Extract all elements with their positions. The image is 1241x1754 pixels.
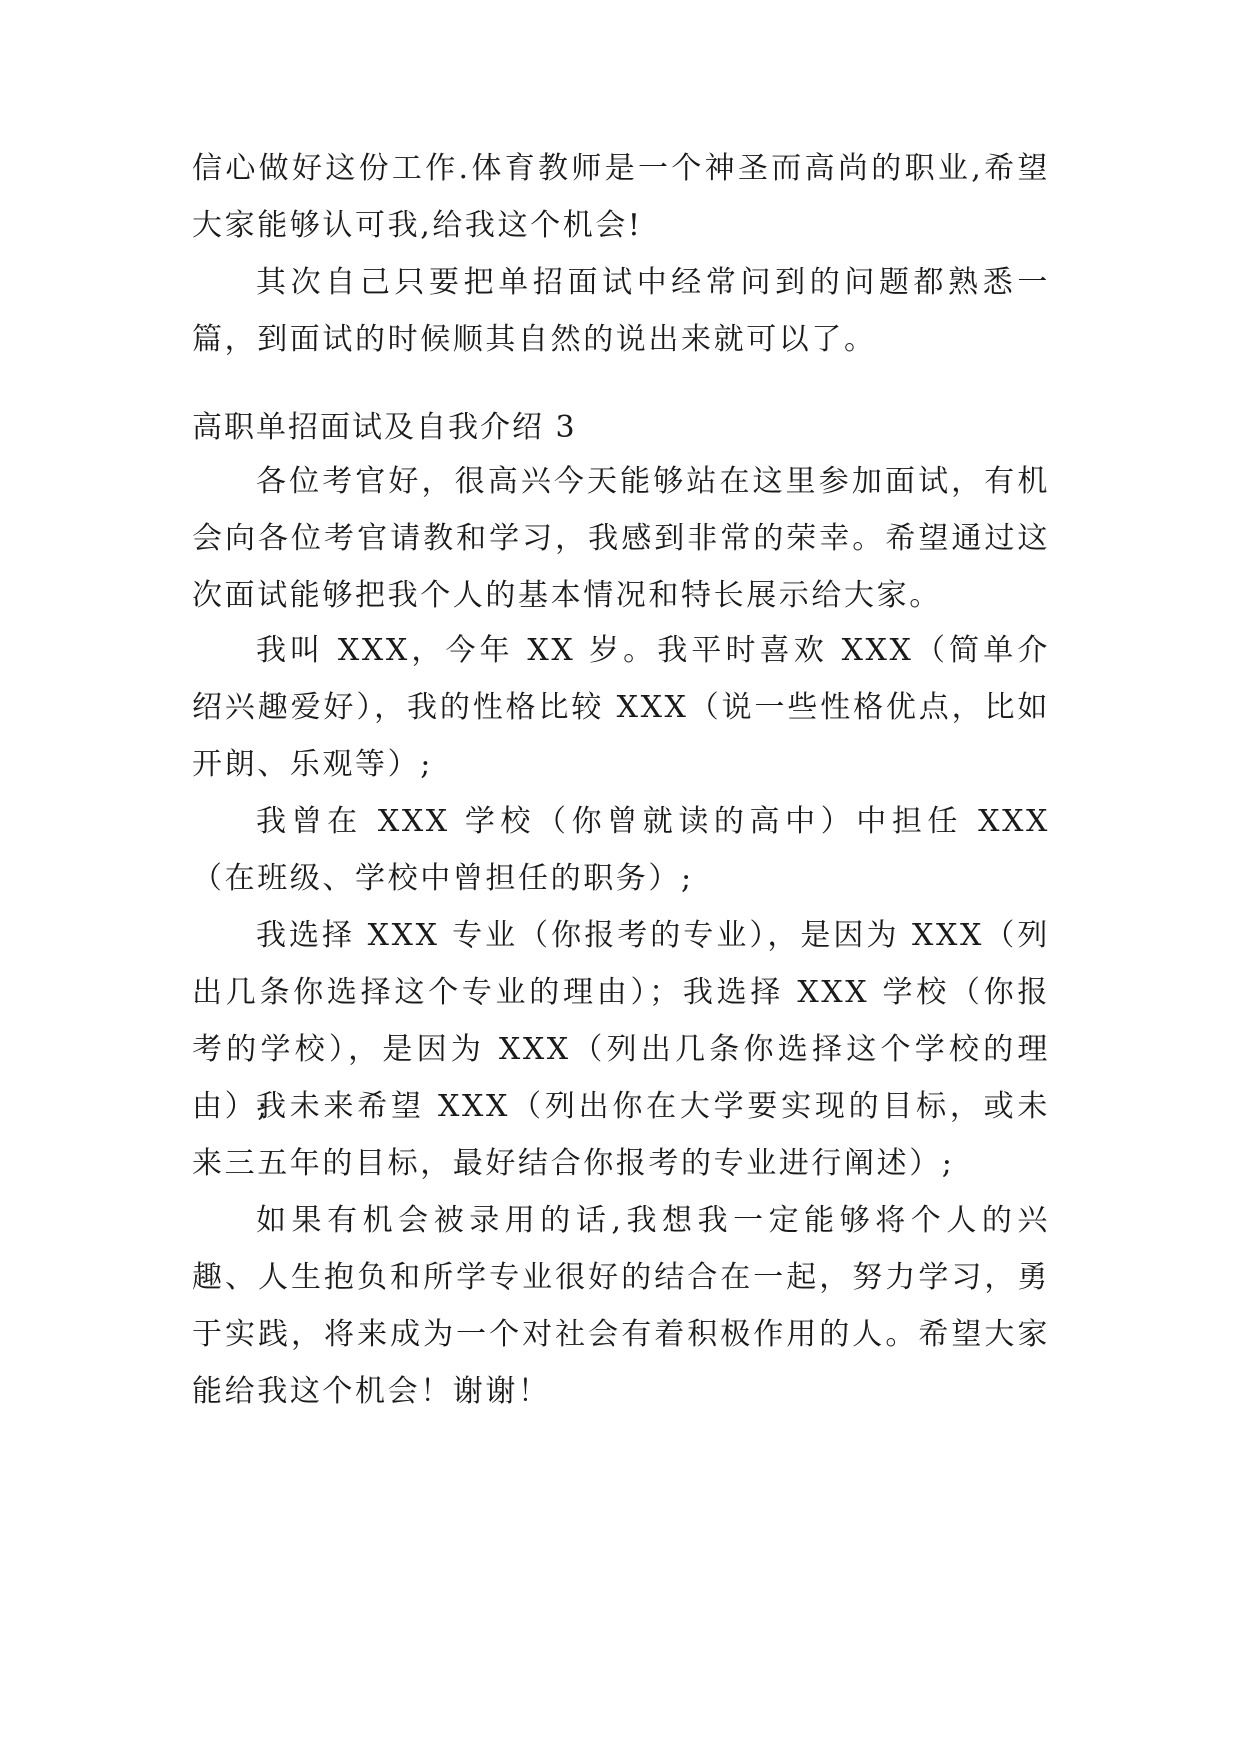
paragraph-school-role: 我曾在 XXX 学校（你曾就读的高中）中担任 XXX（在班级、学校中曾担任的职务）;: [192, 804, 1050, 896]
section-title: 高职单招面试及自我介绍 3: [192, 410, 577, 445]
paragraph-major-choice: 我选择 XXX 专业（你报考的专业），是因为 XXX（列出几条你选择这个专业的理由）；我选择 XXX 学校（你报考的学校），是因为 XXX（列出几条你选择这个学校的理由）;: [192, 918, 1050, 1124]
paragraph-greeting: 各位考官好，很高兴今天能够站在这里参加面试，有机会向各位考官请教和学习，我感到非常的荣幸。希望通过这次面试能够把我个人的基本情况和特长展示给大家。: [192, 464, 1050, 613]
continuation-paragraph: 信心做好这份工作.体育教师是一个神圣而高尚的职业,希望大家能够认可我,给我这个机会!: [192, 151, 1050, 243]
closing-paragraph: 其次自己只要把单招面试中经常问到的问题都熟悉一篇，到面试的时候顺其自然的说出来就可以了。: [192, 265, 1050, 357]
paragraph-future-goals: 我未来希望 XXX（列出你在大学要实现的目标，或未来三五年的目标，最好结合你报考的专业进行阐述）;: [192, 1089, 1050, 1181]
paragraph-personal-info: 我叫 XXX，今年 XX 岁。我平时喜欢 XXX（简单介绍兴趣爱好），我的性格比较 XXX（说一些性格优点，比如开朗、乐观等）;: [192, 633, 1050, 782]
paragraph-closing-thanks: 如果有机会被录用的话,我想我一定能够将个人的兴趣、人生抱负和所学专业很好的结合在一起，努力学习，勇于实践，将来成为一个对社会有着积极作用的人。希望大家能给我这个机会！谢谢！: [192, 1203, 1050, 1409]
